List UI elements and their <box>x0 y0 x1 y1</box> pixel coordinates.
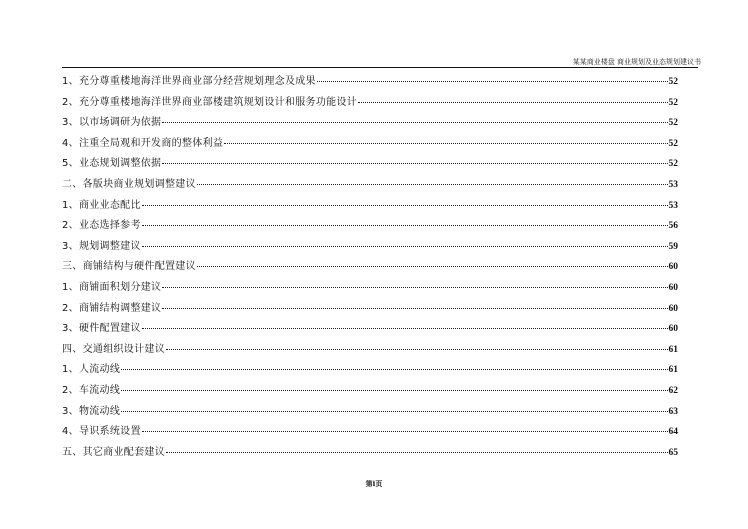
toc-entry[interactable] <box>62 216 678 237</box>
toc-entry-page: 52 <box>668 118 678 129</box>
toc-entry-label: 4、注重全局观和开发商的整体利益 <box>62 137 224 149</box>
toc-entry[interactable] <box>62 299 678 320</box>
toc-entry[interactable] <box>62 257 678 278</box>
toc-entry[interactable] <box>62 93 678 114</box>
toc-entry[interactable] <box>62 360 678 381</box>
header-rule <box>62 67 698 68</box>
toc-entry-page: 61 <box>668 344 678 355</box>
toc-entry-label: 4、导识系统设置 <box>62 426 141 438</box>
toc-entry-label: 五、其它商业配套建议 <box>62 446 165 458</box>
toc-dot-leader <box>162 308 667 309</box>
toc-entry-page: 59 <box>668 241 678 252</box>
toc-entry-label: 1、商铺面积划分建议 <box>62 281 162 293</box>
toc-dot-leader <box>142 225 668 226</box>
toc-entry[interactable] <box>62 340 678 361</box>
toc-dot-leader <box>358 102 667 103</box>
toc-entry[interactable] <box>62 113 678 134</box>
toc-entry-label: 3、以市场调研为依据 <box>62 117 162 129</box>
toc-dot-leader <box>197 266 668 267</box>
toc-entry-label: 1、充分尊重楼地海洋世界商业部分经营规划理念及成果 <box>62 76 316 87</box>
toc-dot-leader <box>317 81 668 82</box>
toc-entry-label: 1、商业业态配比 <box>62 199 141 211</box>
table-of-contents <box>62 72 678 463</box>
toc-entry[interactable] <box>62 278 678 299</box>
toc-entry[interactable] <box>62 72 678 93</box>
toc-entry[interactable] <box>62 319 678 340</box>
toc-entry[interactable] <box>62 196 678 217</box>
toc-dot-leader <box>121 369 667 370</box>
toc-entry-page: 60 <box>668 262 678 273</box>
toc-entry[interactable] <box>62 402 678 423</box>
toc-dot-leader <box>166 452 668 453</box>
toc-dot-leader <box>166 349 668 350</box>
toc-entry-label: 5、业态规划调整依据 <box>62 158 162 170</box>
toc-entry[interactable] <box>62 443 678 464</box>
toc-entry-label: 二、各版块商业规划调整建议 <box>62 178 196 190</box>
toc-entry-page: 52 <box>668 97 678 108</box>
toc-entry-page: 52 <box>668 77 678 87</box>
toc-entry-page: 52 <box>668 138 678 149</box>
toc-entry-page: 61 <box>668 365 678 376</box>
toc-entry-page: 64 <box>668 427 678 438</box>
toc-entry-page: 63 <box>668 406 678 417</box>
toc-entry[interactable] <box>62 154 678 175</box>
page-header-title: 某某商业楼盘 商业规划及业态规划建议书 <box>572 58 701 66</box>
toc-entry-page: 60 <box>668 303 678 314</box>
toc-entry-label: 2、充分尊重楼地海洋世界商业部楼建筑规划设计和服务功能设计 <box>62 96 358 108</box>
toc-entry-label: 3、物流动线 <box>62 405 121 417</box>
toc-entry[interactable] <box>62 422 678 443</box>
toc-dot-leader <box>142 328 668 329</box>
toc-dot-leader <box>162 287 667 288</box>
toc-entry[interactable] <box>62 175 678 196</box>
toc-entry-page: 53 <box>668 200 678 211</box>
toc-dot-leader <box>197 184 668 185</box>
toc-entry-page: 65 <box>668 447 678 458</box>
page-number: 第i页 <box>365 479 383 488</box>
toc-entry-page: 62 <box>668 385 678 396</box>
toc-entry-page: 53 <box>668 179 678 190</box>
toc-entry[interactable] <box>62 381 678 402</box>
toc-entry[interactable] <box>62 237 678 258</box>
toc-dot-leader <box>142 246 668 247</box>
toc-entry-label: 3、规划调整建议 <box>62 240 141 252</box>
toc-dot-leader <box>121 411 667 412</box>
toc-dot-leader <box>142 431 668 432</box>
toc-dot-leader <box>162 163 667 164</box>
toc-entry-label: 1、人流动线 <box>62 364 121 376</box>
toc-dot-leader <box>224 143 667 144</box>
toc-entry-label: 2、业态选择参考 <box>62 220 141 232</box>
toc-entry-label: 四、交通组织设计建议 <box>62 343 165 355</box>
toc-entry-label: 3、硬件配置建议 <box>62 323 141 335</box>
toc-entry-label: 三、商铺结构与硬件配置建议 <box>62 261 196 273</box>
toc-entry-page: 52 <box>668 159 678 170</box>
toc-entry-label: 2、车流动线 <box>62 384 121 396</box>
toc-dot-leader <box>162 122 667 123</box>
toc-entry-page: 60 <box>668 282 678 293</box>
toc-entry-page: 60 <box>668 324 678 335</box>
toc-dot-leader <box>121 390 667 391</box>
toc-dot-leader <box>142 205 668 206</box>
toc-entry-label: 2、商铺结构调整建议 <box>62 302 162 314</box>
toc-entry-page: 56 <box>668 221 678 232</box>
toc-entry[interactable] <box>62 134 678 155</box>
